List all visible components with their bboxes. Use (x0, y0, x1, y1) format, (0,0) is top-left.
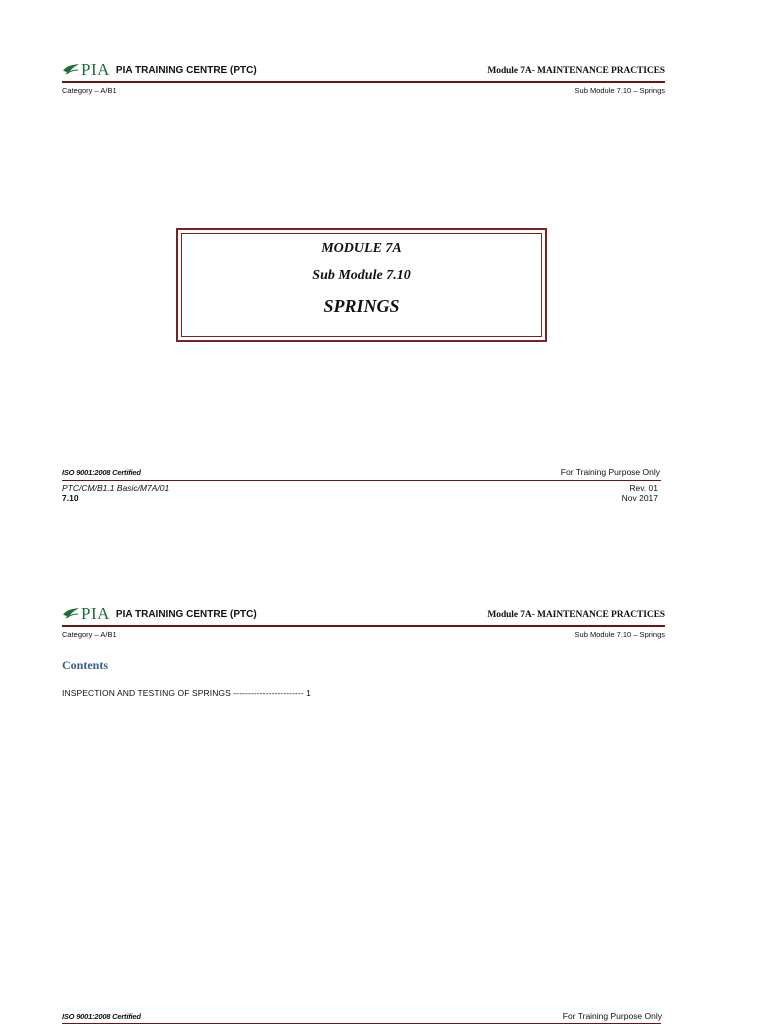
section-number: 7.10 (62, 493, 79, 503)
module-title: MODULE 7A (321, 241, 402, 256)
iso-certification: ISO 9001:2008 Certified (62, 1012, 141, 1021)
sub-module-title: Sub Module 7.10 (312, 268, 411, 283)
revision: Rev. 01 (629, 483, 658, 493)
module-name: Module 7A- MAINTENANCE PRACTICES (487, 610, 665, 620)
toc-entry[interactable]: INSPECTION AND TESTING OF SPRINGS ------------------------ 1 (62, 688, 312, 698)
iso-certification: ISO 9001:2008 Certified (62, 468, 141, 477)
category-label: Category – A/B1 (62, 630, 117, 639)
category-label: Category – A/B1 (62, 86, 117, 95)
training-purpose: For Training Purpose Only (560, 467, 660, 477)
document-reference: PTC/CM/B1.1 Basic/M7A/01 (62, 483, 170, 493)
centre-name: PIA TRAINING CENTRE (PTC) (115, 65, 257, 76)
sub-module-label: Sub Module 7.10 – Springs (574, 630, 665, 639)
sub-module-label: Sub Module 7.10 – Springs (574, 86, 665, 95)
logo-text: PIA (81, 604, 110, 623)
logo-text: PIA (81, 60, 110, 79)
page-2 (0, 520, 768, 1024)
footer-rule (62, 480, 661, 481)
training-purpose: For Training Purpose Only (562, 1011, 662, 1021)
pia-logo (62, 62, 257, 78)
page-header (62, 62, 665, 98)
pia-bird-icon (62, 606, 80, 620)
title-box (176, 228, 547, 342)
header-rule (62, 625, 665, 627)
revision-date: Nov 2017 (621, 493, 658, 503)
page-header (62, 606, 665, 642)
module-name: Module 7A- MAINTENANCE PRACTICES (487, 66, 665, 76)
contents-heading: Contents (62, 658, 109, 672)
centre-name: PIA TRAINING CENTRE (PTC) (115, 609, 257, 620)
pia-logo (62, 606, 257, 622)
header-rule (62, 81, 665, 83)
pia-bird-icon (62, 62, 80, 76)
document-title: SPRINGS (323, 296, 400, 316)
